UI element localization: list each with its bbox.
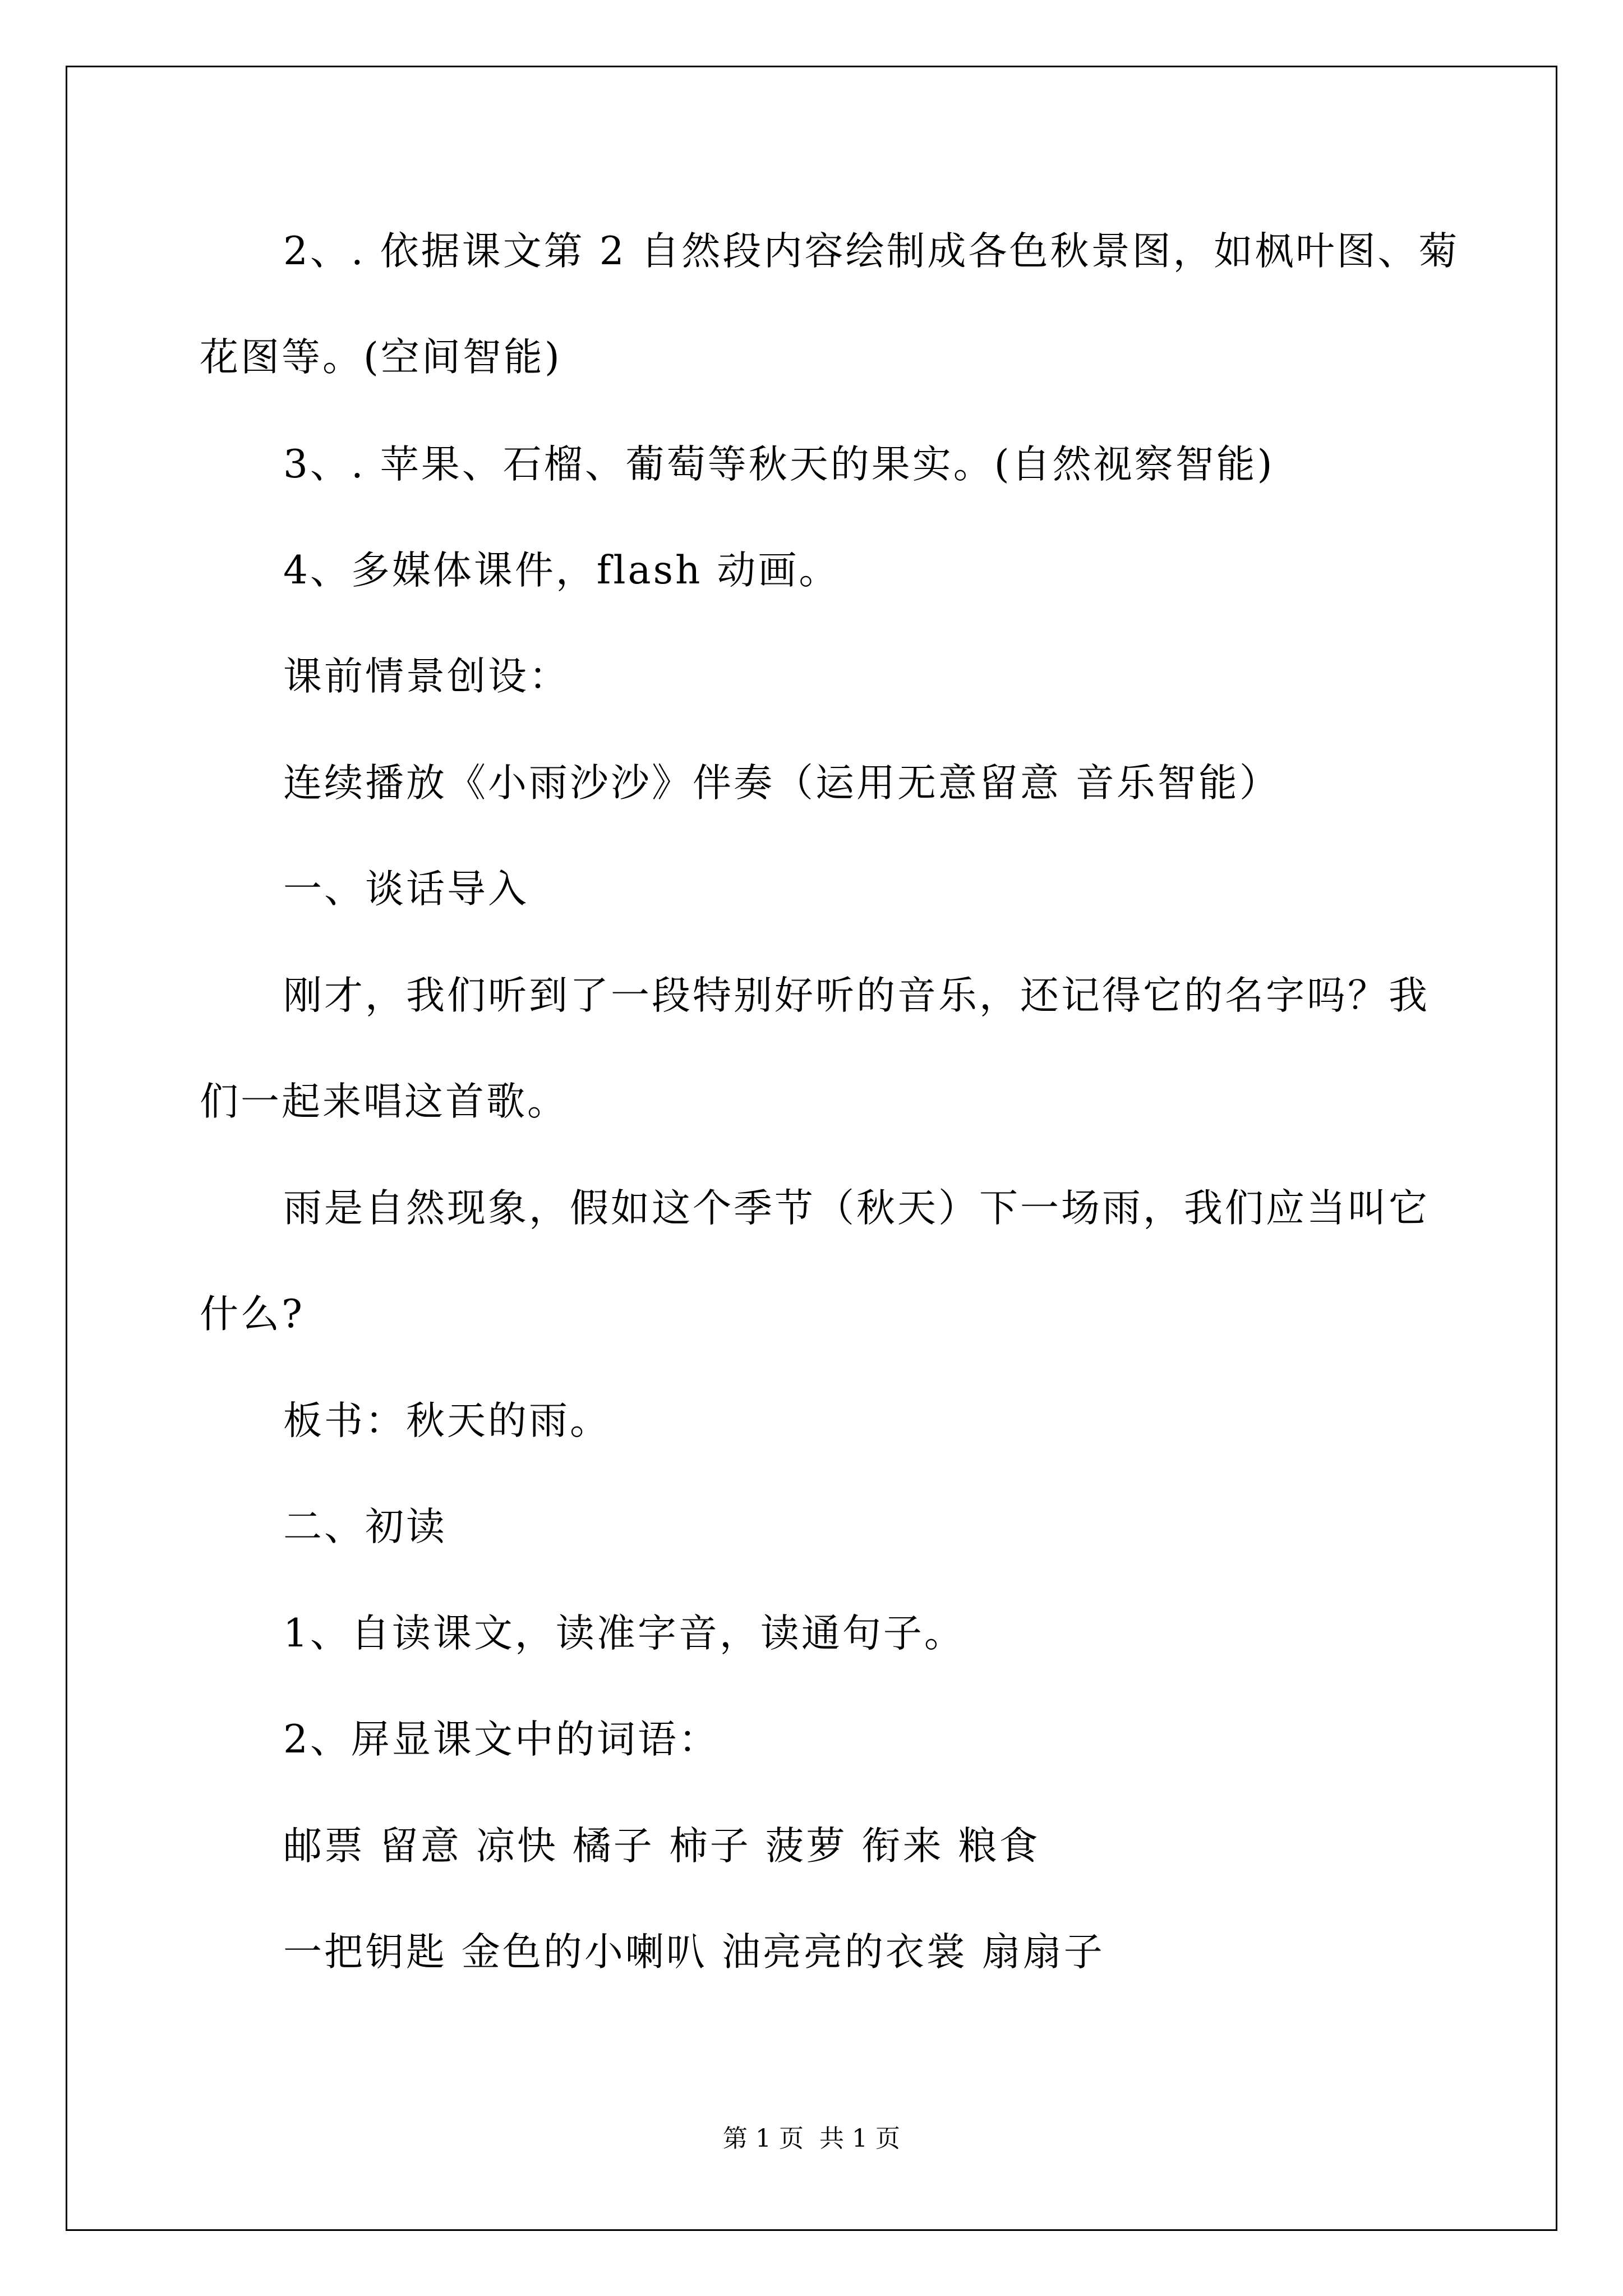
text-line-5: 课前情景创设： — [283, 654, 570, 699]
vocab-line-2: 一把钥匙 金色的小喇叭 油亮亮的衣裳 扇扇子 — [283, 1930, 1105, 1975]
page-current: 第 1 页 — [723, 2124, 804, 2153]
text-line-8: 刚才，我们听到了一段特别好听的音乐，还记得它的名字吗？我 — [283, 973, 1430, 1018]
page-footer — [0, 2123, 1623, 2155]
text-line-4: 4、多媒体课件，flash 动画。 — [283, 548, 840, 593]
text-line-1: 2、. 依据课文第 2 自然段内容绘制成各色秋景图，如枫叶图、菊 — [283, 229, 1460, 274]
vocab-line-1: 邮票 留意 凉快 橘子 柿子 菠萝 衔来 粮食 — [283, 1824, 1040, 1869]
text-line-11: 什么? — [200, 1292, 305, 1337]
text-line-10: 雨是自然现象，假如这个季节（秋天）下一场雨，我们应当叫它 — [283, 1186, 1430, 1231]
text-line-6: 连续播放《小雨沙沙》伴奏（运用无意留意 音乐智能） — [283, 761, 1280, 806]
section-heading-2: 二、初读 — [283, 1504, 447, 1549]
text-line-14: 1、自读课文，读准字音，读通句子。 — [283, 1611, 965, 1656]
text-line-12: 板书：秋天的雨。 — [283, 1398, 611, 1443]
page-border — [66, 66, 1557, 2231]
text-line-3: 3、. 苹果、石榴、葡萄等秋天的果实。(自然视察智能) — [283, 442, 1275, 487]
text-line-15: 2、屏显课文中的词语： — [283, 1717, 720, 1762]
text-line-2: 花图等。(空间智能) — [200, 335, 562, 380]
page-total: 共 1 页 — [819, 2124, 900, 2153]
section-heading-1: 一、谈话导入 — [283, 867, 529, 912]
text-line-9: 们一起来唱这首歌。 — [200, 1079, 568, 1124]
